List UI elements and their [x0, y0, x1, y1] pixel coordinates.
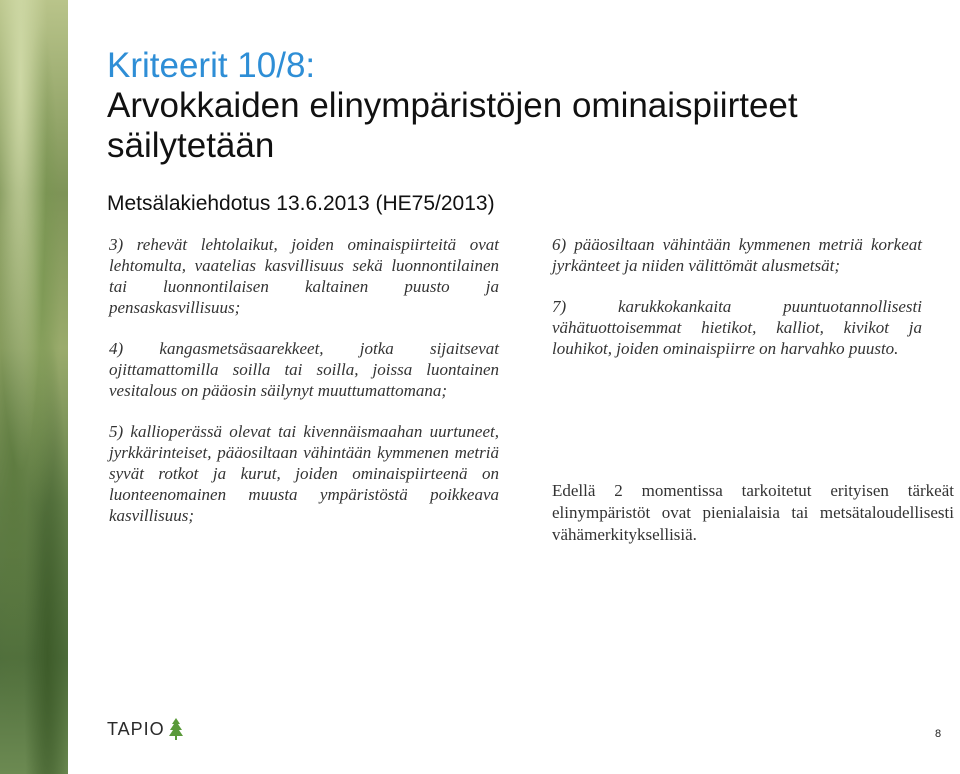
law-item-7: 7) karukkokankaita puuntuotannollisesti vähätuottoisemmat hietikot, kalliot, kivikot ja louhikot, joiden ominaispiirre on harvahko puusto.	[552, 297, 922, 358]
law-item-3: 3) rehevät lehtolaikut, joiden ominaispiirteitä ovat lehtomulta, vaatelias kasvillisuus sekä luonnontilainen tai luonnontilaisen kaltainen puusto ja pensaskasvillisuus;	[109, 235, 499, 317]
slide-subtitle: Metsälakiehdotus 13.6.2013 (HE75/2013)	[107, 192, 495, 215]
law-item-4: 4) kangasmetsäsaarekkeet, jotka sijaitsevat ojittamattomilla soilla tai soilla, joissa luontainen vesitalous on pääosin säilynyt muuttumattomana;	[109, 339, 499, 400]
law-item-6: 6) pääosiltaan vähintään kymmenen metriä korkeat jyrkänteet ja niiden välittömät alusmetsät;	[552, 235, 922, 275]
slide-title	[107, 46, 947, 166]
law-excerpt-left	[109, 234, 499, 526]
spruce-tree-icon	[169, 718, 183, 740]
title-main-line-continued: säilytetään	[107, 126, 275, 165]
law-excerpt-right	[552, 234, 922, 359]
title-main-line: Arvokkaiden elinympäristöjen ominaispiirteet	[107, 86, 798, 125]
law-note: Edellä 2 momentissa tarkoitetut erityisen tärkeät elinympäristöt ovat pienialaisia tai metsätaloudellisesti vähämerkityksellisiä.	[552, 481, 954, 544]
law-item-5: 5) kallioperässä olevat tai kivennäismaahan uurtuneet, jyrkkärinteiset, pääosiltaan vähintään kymmenen metriä syvät rotkot ja kurut, joiden ominaispiirteenä on luonteenomainen muusta ympäristöstä poikkeava kasvillisuus;	[109, 422, 499, 525]
tapio-logo	[107, 718, 183, 740]
page-number: 8	[935, 728, 942, 740]
title-criteria-number: Kriteerit 10/8:	[107, 46, 316, 85]
logo-text: TAPIO	[107, 718, 165, 739]
forest-photo-strip	[0, 0, 68, 774]
